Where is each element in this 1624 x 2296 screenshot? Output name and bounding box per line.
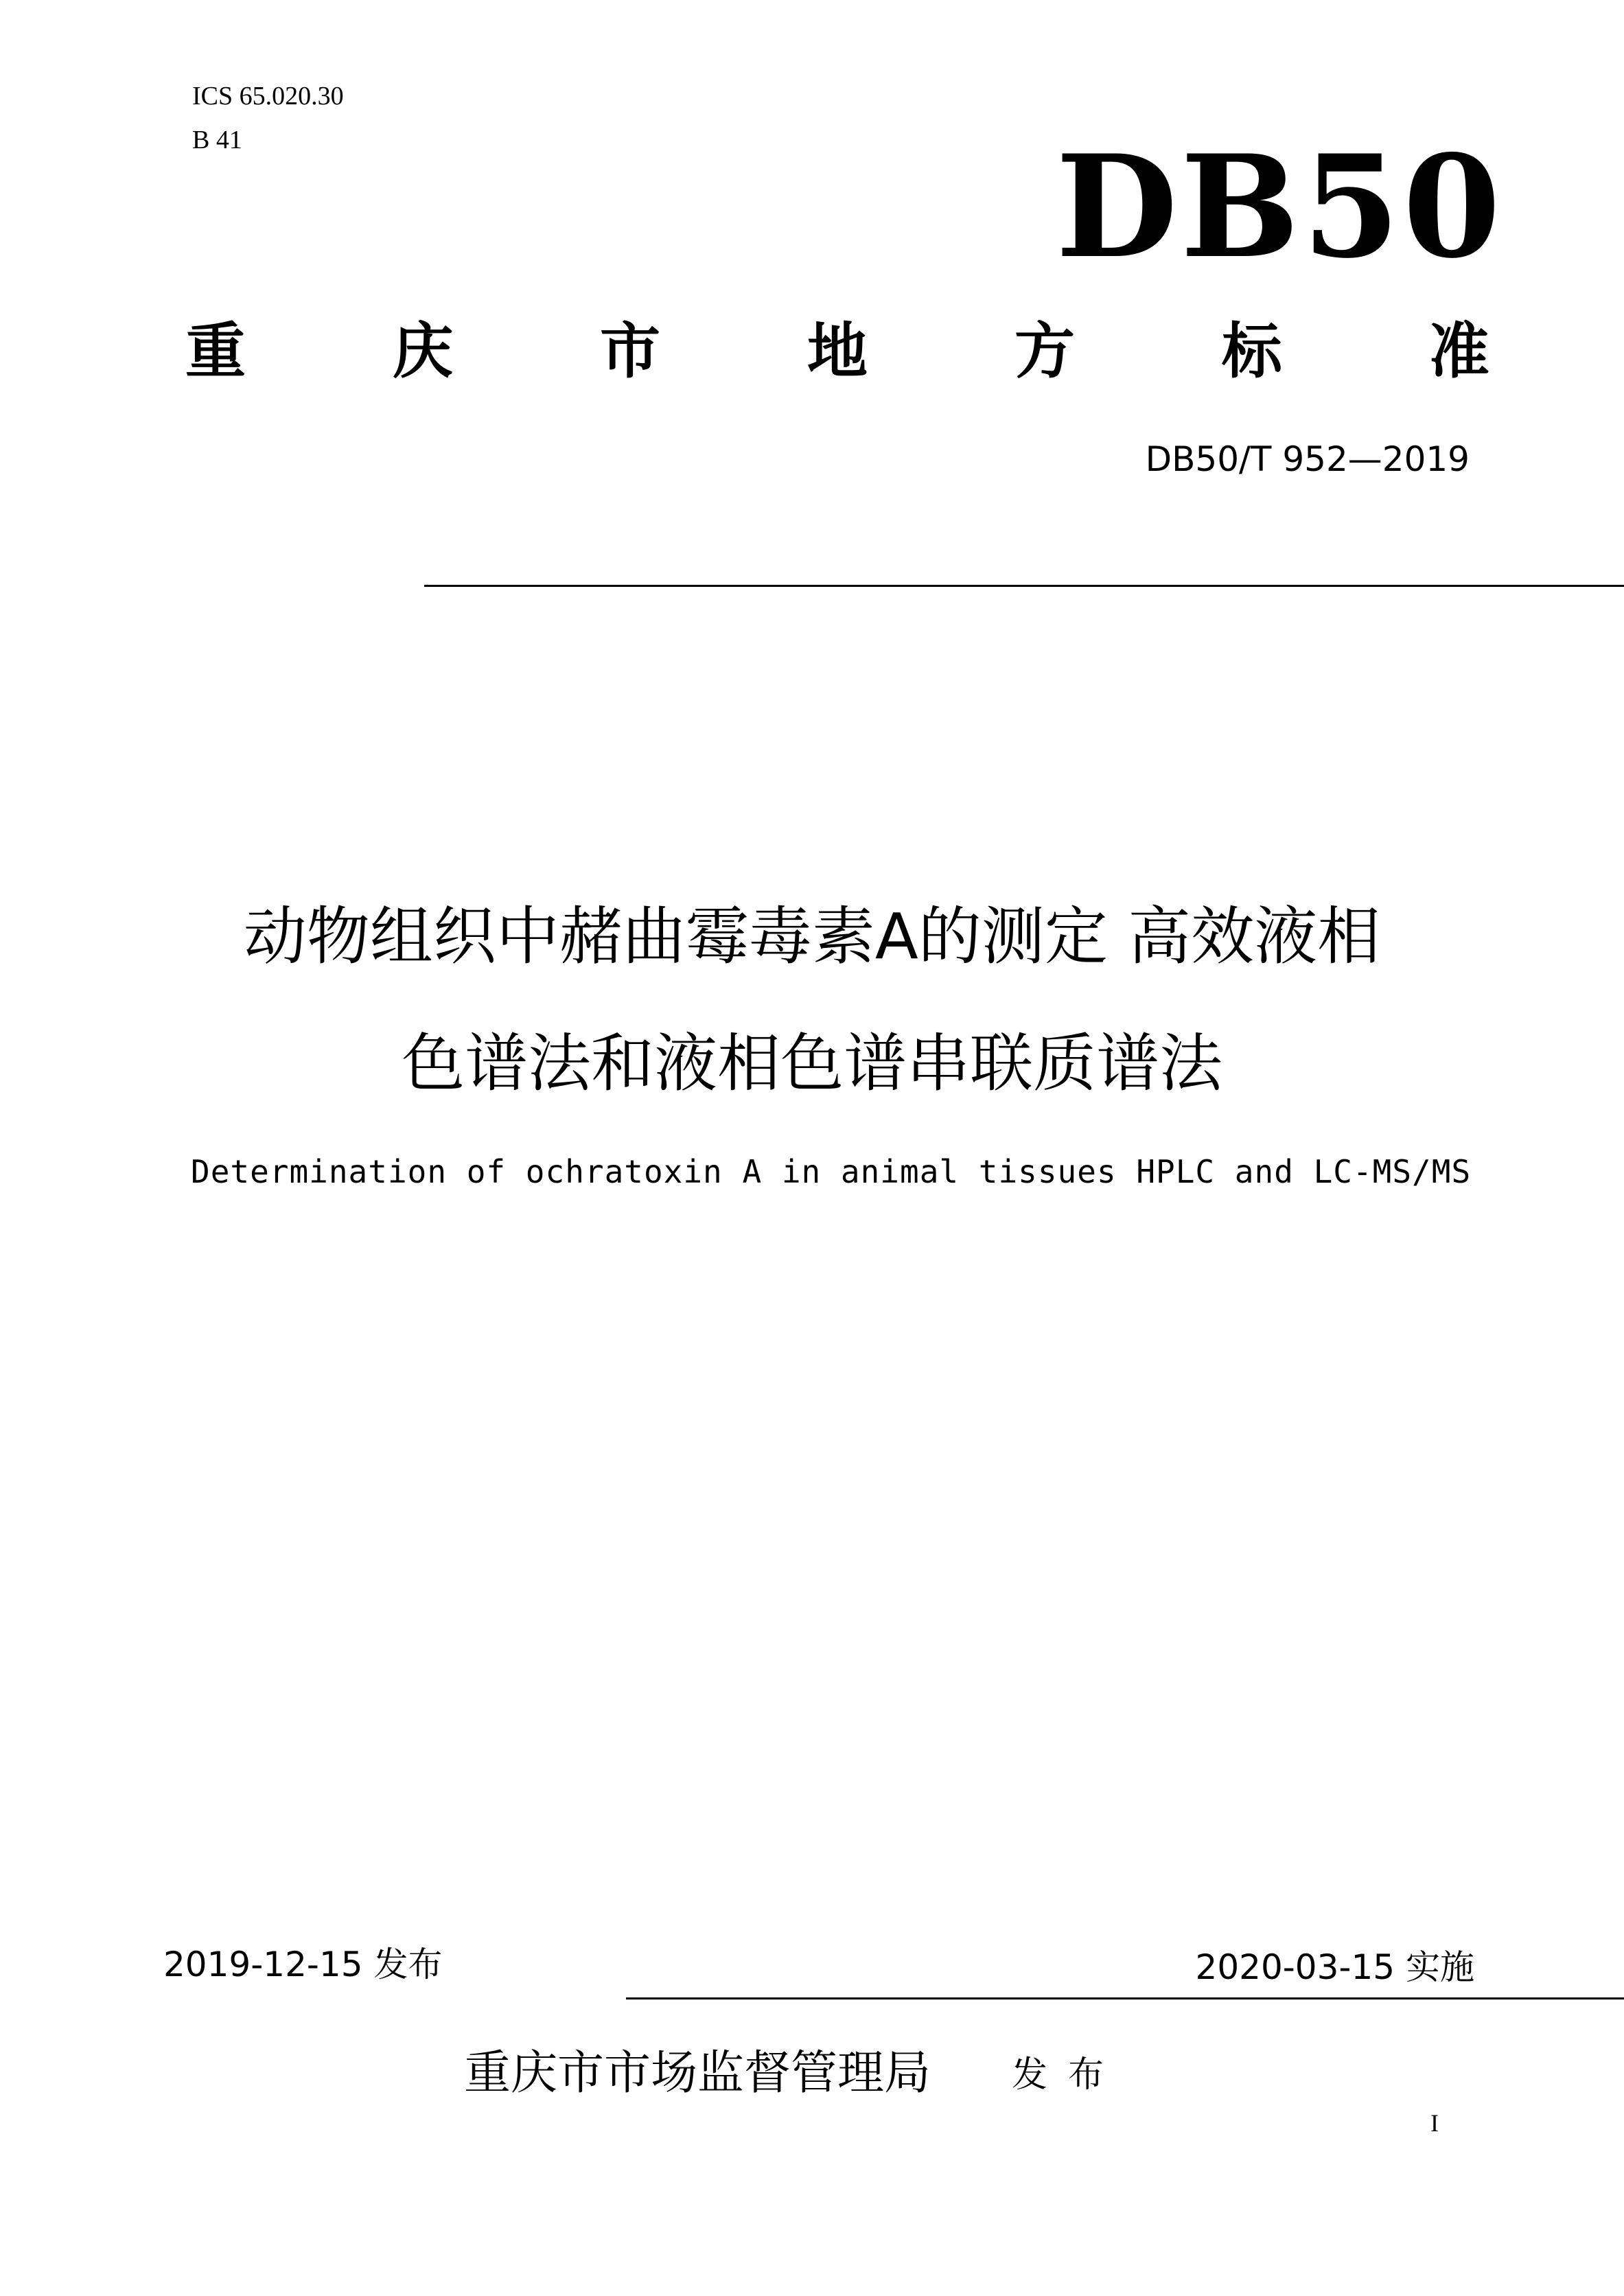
title-cn-line2: 色谱法和液相色谱串联质谱法 (401, 1027, 1222, 1100)
standard-type-char: 地 (807, 316, 868, 386)
standard-type-char: 重 (185, 316, 246, 386)
standard-number: DB50/T 952—2019 (1145, 439, 1470, 479)
publish-label: 发布 (1012, 2054, 1125, 2096)
publisher: 重庆市市场监督管理局 (464, 2046, 931, 2100)
standard-type (185, 317, 1489, 386)
standard-type-char: 方 (1014, 316, 1075, 386)
ics-code: ICS 65.020.30 (192, 82, 344, 111)
top-divider (424, 585, 1624, 587)
implementation-date: 2020-03-15 实施 (1195, 1947, 1474, 1987)
standard-type-char: 准 (1428, 316, 1489, 386)
issue-date: 2019-12-15 发布 (163, 1945, 443, 1984)
standard-type-char: 市 (599, 316, 660, 386)
db50-logo: DB50 (1056, 125, 1504, 290)
standard-type-char: 标 (1221, 316, 1282, 386)
ccs-code: B 41 (192, 126, 242, 154)
page-number: I (1430, 2109, 1439, 2137)
bottom-divider (626, 1997, 1624, 1999)
title-en: Determination of ochratoxin A in animal tissues HPLC and LC-MS/MS (191, 1153, 1472, 1190)
standard-type-char: 庆 (392, 316, 453, 386)
title-cn-line1: 动物组织中赭曲霉毒素A的测定 高效液相 (243, 900, 1381, 973)
